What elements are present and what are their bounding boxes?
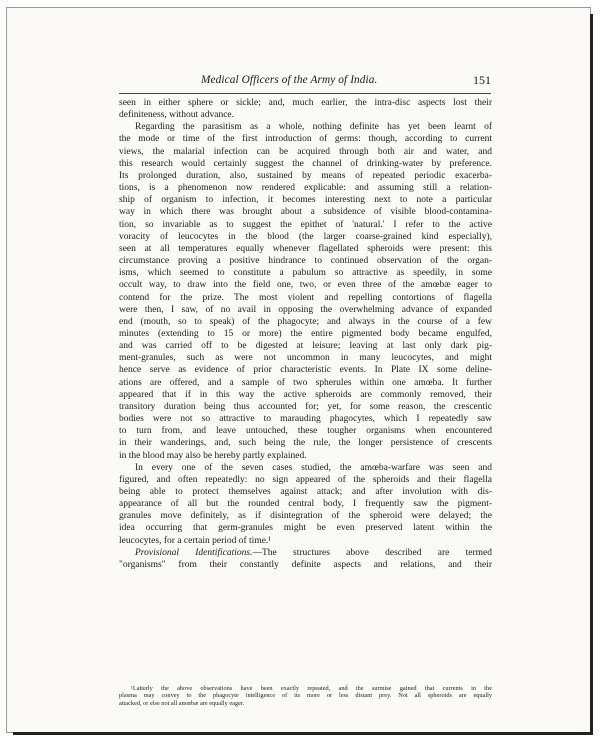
- text-line: ations are offered, and a sample of two spherules within one amœba. It further: [119, 377, 492, 388]
- page-number: 151: [473, 73, 491, 87]
- text-line: Its prolonged duration, also, sustained by means of repeated periodic exacerba-: [119, 170, 492, 181]
- text-line: voracity of leucocytes in the blood (the larger coarse-grained kind especially),: [119, 231, 492, 242]
- section-heading-rest: —The structures above described are termed: [252, 547, 492, 558]
- text-line: way in which there was brought about a subsidence of visible blood-contamina-: [119, 207, 492, 218]
- footnote-rule: [119, 683, 492, 684]
- text-line: end (mouth, so to speak) of the phagocyte; and always in the course of a few: [119, 316, 492, 327]
- paragraph-start-line: Regarding the parasitism as a whole, nothing definite has yet been learnt of: [135, 122, 492, 133]
- text-line: minutes (extending to 15 or more) the entire pigmented body became engulfed,: [119, 328, 492, 339]
- paragraph-start-line: In every one of the seven cases studied, the amœba-warfare was seen and: [135, 462, 492, 473]
- page-edge-shadow-right: [590, 14, 593, 735]
- text-line: circumstance proving a positive hindrance to continued observation of the organ-: [119, 256, 492, 267]
- text-line: views, the malarial infection can be acquired through both air and water, and: [119, 146, 492, 157]
- text-line: idea occurring that germ-granules might be even preserved latent within the: [119, 523, 492, 534]
- text-line: tion, so invariable as to suggest the epithet of 'natural.' I refer to the active: [119, 219, 492, 230]
- text-line: occult way, to draw into the field one, two, or even three of the amœbæ eager to: [119, 280, 492, 291]
- running-title: Medical Officers of the Army of India.: [201, 74, 378, 86]
- text-line: this research would certainly suggest the channel of drinking-water by preference.: [119, 158, 492, 169]
- text-line: transitory duration being thus accounted for; yet, for some reason, the crescentic: [119, 401, 492, 412]
- text-line: appeared that if in this way the active spheroids are commonly removed, their: [119, 389, 492, 400]
- text-line: appearance of all but the rounded central body, I frequently saw the pigment-: [119, 499, 492, 510]
- running-header: [117, 74, 491, 92]
- text-line: ment-granules, such as were not uncommon in many leucocytes, and might: [119, 353, 492, 364]
- text-line: in the blood may also be hereby partly explained.: [119, 450, 307, 461]
- text-line: the mode or time of the first introduction of germs: though, according to current: [119, 134, 492, 145]
- section-start-line: [119, 547, 492, 559]
- text-line: figured, and often repeatedly: no sign appeared of the spheroids and their flagella: [119, 474, 492, 485]
- text-line: ship of organism to infection, it becomes interesting next to note a particular: [119, 195, 492, 206]
- footnote-line: ¹Latterly the above observations have been exactly repeated, and the surmise gained that currents in the: [131, 685, 492, 692]
- footnote: [119, 685, 492, 707]
- text-line: contend for the prize. The most violent and repelling contortions of flagella: [119, 292, 492, 303]
- text-line: leucocytes, for a certain period of time.¹: [119, 535, 272, 546]
- text-line: definiteness, without advance.: [119, 110, 235, 121]
- footnote-line: plasma may convey to the phagocyte intelligence of its more or less distant prey. Not all spheroids are equally: [119, 692, 492, 700]
- text-line: tions, is a phenomenon now rendered explicable: and assuming still a relation-: [119, 183, 492, 194]
- section-heading: Provisional Identifications.: [135, 547, 253, 558]
- text-line: seen in either sphere or sickle; and, much earlier, the intra-disc aspects lost their: [119, 98, 492, 108]
- text-line: and was carried off to be digested at leisure; leaving at last only dark pig-: [119, 341, 492, 352]
- footnote-line: attacked, or else not all amœbæ are equally eager.: [119, 699, 245, 707]
- body-text: [119, 97, 492, 571]
- text-line: being able to protect themselves against attack; and after involution with dis-: [119, 487, 492, 497]
- text-line: bodies were not so attractive to marauding phagocytes, which I repeatedly saw: [119, 414, 492, 425]
- text-line: "organisms" from their constantly definite aspects and relations, and their: [119, 559, 492, 570]
- page-edge-shadow-bottom: [13, 732, 593, 735]
- text-line: were then, I saw, of no avail in opposing the overwhelming advance of expanded: [119, 304, 492, 315]
- text-line: to turn from, and leave untouched, these tougher organisms when encountered: [119, 426, 492, 437]
- text-line: hence serve as evidence of prior characteristic events. In Plate IX some deline-: [119, 365, 492, 376]
- text-line: isms, which seemed to constitute a pabulum so attractive as speedily, in some: [119, 268, 492, 279]
- header-rule: [119, 93, 491, 94]
- text-line: seen at all temperatures equally whenever flagellated spheroids were present: this: [119, 243, 492, 254]
- text-line: in their wanderings, and, such being the rule, the longer persistence of crescents: [119, 438, 492, 449]
- text-line: granules move definitely, as if disintegration of the spheroid were delayed; the: [119, 511, 492, 522]
